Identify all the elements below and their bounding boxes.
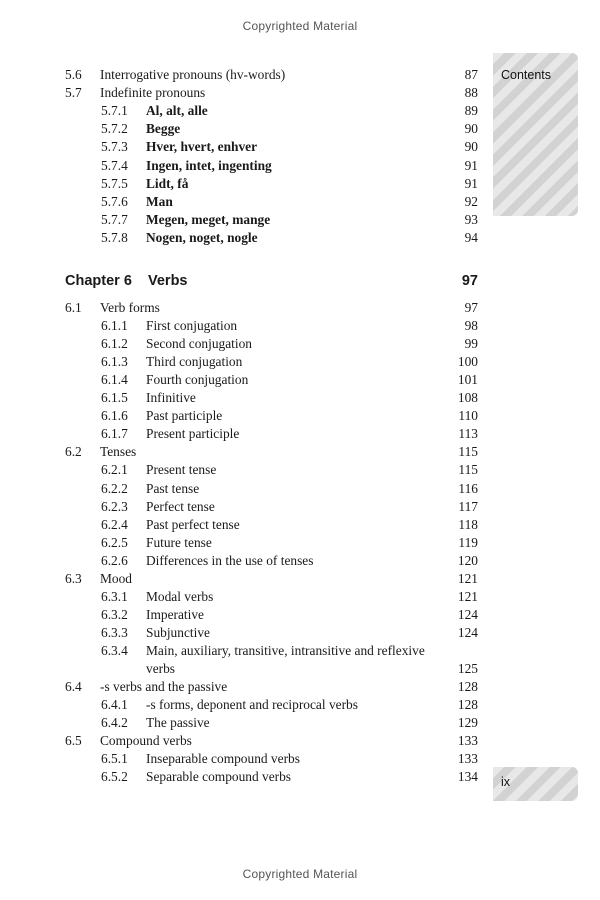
toc-entry[interactable]	[0, 317, 600, 335]
toc-entry[interactable]	[0, 606, 600, 624]
contents-tab-label: Contents	[501, 68, 552, 82]
toc-entry[interactable]	[0, 371, 600, 389]
toc-entry-page: 133	[457, 733, 478, 749]
footer-copyright: Copyrighted Material	[242, 867, 358, 881]
toc-entry[interactable]	[0, 516, 600, 534]
toc-entry-title: Subjunctive	[146, 624, 210, 640]
toc-entry-number: 6.2.1	[101, 462, 128, 478]
toc-entry[interactable]	[0, 299, 600, 317]
toc-entry-page: 91	[464, 157, 478, 173]
toc-entry-number: 6.2.3	[101, 498, 128, 514]
toc-entry-title: Past perfect tense	[146, 516, 240, 532]
toc-entry-title: Compound verbs	[100, 733, 192, 749]
toc-entry-page: 94	[464, 229, 478, 245]
toc-entry-page: 97	[464, 300, 478, 315]
toc-entry[interactable]	[0, 84, 600, 102]
toc-entry-title: Man	[146, 193, 173, 209]
toc-entry-number: 6.3	[65, 570, 82, 586]
toc-entry-title: Lidt, få	[146, 175, 189, 191]
toc-entry[interactable]	[0, 696, 600, 714]
toc-entry-title: -s verbs and the passive	[100, 679, 228, 695]
toc-entry-title: Indefinite pronouns	[100, 85, 206, 101]
toc-entry-number: 6.4.1	[101, 697, 128, 713]
toc-entry-page: 115	[458, 444, 478, 460]
toc-entry[interactable]	[0, 480, 600, 498]
toc-entry-title: Hver, hvert, enhver	[146, 139, 258, 155]
toc-entry-number: 6.1.2	[101, 336, 128, 352]
toc-entry-number: 6.1.3	[101, 354, 128, 370]
toc-entry-number: 6.5.2	[101, 769, 128, 785]
toc-entry-number: 5.7.5	[101, 175, 128, 191]
toc-entry-title: Fourth conjugation	[146, 372, 249, 388]
toc-entry-page: 133	[457, 751, 478, 767]
toc-entry[interactable]	[0, 732, 600, 750]
toc-entry-page: 128	[457, 679, 478, 695]
toc-entry-number: 5.7	[65, 85, 82, 101]
toc-entry-number: 5.7.7	[101, 211, 128, 227]
toc-entry-number: 6.3.4	[101, 642, 128, 658]
toc-entry-page: 113	[458, 426, 478, 442]
toc-entry-number: 6.4.2	[101, 715, 128, 731]
toc-entry[interactable]	[0, 642, 600, 660]
toc-entry-title: Inseparable compound verbs	[146, 751, 300, 767]
toc-entry-number: 5.7.6	[101, 193, 128, 209]
toc-entry-number: 6.1.4	[101, 372, 128, 388]
toc-entry[interactable]	[0, 570, 600, 588]
toc-entry[interactable]	[0, 461, 600, 479]
toc-entry-page: 129	[457, 715, 478, 731]
toc-entry-number: 5.7.3	[101, 139, 128, 155]
toc-entry-title: The passive	[146, 715, 210, 731]
toc-entry-number: 6.2	[65, 444, 82, 460]
toc-entry-number: 6.5.1	[101, 751, 128, 767]
page-number-label: ix	[501, 775, 511, 789]
toc-entry-page: 89	[464, 103, 478, 119]
toc-entry[interactable]	[0, 498, 600, 516]
toc-entry-title: Perfect tense	[146, 498, 215, 514]
toc-entry-title: First conjugation	[146, 318, 238, 334]
toc-entry-title: Tenses	[100, 444, 137, 460]
toc-entry[interactable]	[0, 588, 600, 606]
toc-entry-number: 6.2.5	[101, 534, 128, 550]
toc-entry-page: 93	[464, 211, 478, 227]
toc-entry-number: 5.7.4	[101, 157, 128, 173]
toc-entry-title: Modal verbs	[146, 588, 214, 604]
toc-entry-page: 124	[457, 624, 478, 640]
toc-entry-number: 6.1	[65, 300, 82, 315]
toc-entry-title: Imperative	[146, 606, 204, 622]
toc-entry[interactable]	[0, 66, 600, 84]
toc-entry-number: 6.1.5	[101, 390, 128, 406]
toc-entry-title: Al, alt, alle	[146, 103, 208, 119]
toc-entry[interactable]	[0, 211, 600, 229]
toc-entry-title: Present tense	[146, 462, 217, 478]
toc-entry[interactable]	[0, 750, 600, 768]
chapter-page-number: 97	[461, 273, 478, 289]
toc-entry[interactable]	[0, 175, 600, 193]
toc-entry-number: 5.7.2	[101, 121, 128, 137]
toc-entry-number: 5.7.1	[101, 103, 128, 119]
toc-entry-title: Past participle	[146, 408, 223, 424]
toc-entry-page: 125	[457, 661, 478, 676]
toc-entry-page: 121	[457, 570, 478, 586]
toc-entry-page: 118	[458, 516, 478, 532]
toc-entry-page: 91	[464, 175, 478, 191]
toc-entry-title: Mood	[100, 570, 132, 586]
toc-entry[interactable]	[0, 389, 600, 407]
toc-entry-page: 90	[464, 121, 478, 137]
chapter-label: Chapter 6	[65, 273, 132, 289]
toc-entry[interactable]	[0, 660, 600, 678]
chapter-title: Verbs	[148, 273, 188, 289]
toc-entry-title: Present participle	[146, 426, 240, 442]
toc-entry-number: 6.2.4	[101, 516, 128, 532]
toc-entry[interactable]	[0, 624, 600, 642]
toc-entry-page: 100	[457, 354, 478, 370]
toc-entry-title: Interrogative pronouns (hv-words)	[100, 67, 286, 82]
toc-entry-title: Nogen, noget, nogle	[146, 229, 258, 245]
toc-entry-page: 99	[464, 336, 478, 352]
toc-entry[interactable]	[0, 157, 600, 175]
toc-entry[interactable]	[0, 443, 600, 461]
toc-entry-page: 98	[464, 318, 478, 334]
toc-entry-page: 92	[464, 193, 478, 209]
toc-entry-title: verbs	[146, 661, 176, 676]
toc-entry-title: Second conjugation	[146, 336, 252, 352]
toc-entry[interactable]	[0, 138, 600, 156]
toc-entry-title: Begge	[146, 121, 181, 137]
toc-entry-title: Infinitive	[146, 390, 196, 406]
toc-entry[interactable]	[0, 335, 600, 353]
toc-entry-number: 6.1.7	[101, 426, 128, 442]
toc-entry[interactable]	[0, 193, 600, 211]
toc-entry[interactable]	[0, 229, 600, 247]
toc-entry-page: 87	[464, 67, 478, 82]
toc-entry-number: 5.6	[65, 67, 82, 82]
toc-entry-page: 90	[464, 139, 478, 155]
toc-entry-page: 128	[457, 697, 478, 713]
chapter-heading[interactable]	[65, 273, 478, 293]
toc-entry-title: Ingen, intet, ingenting	[146, 157, 272, 173]
toc-entry[interactable]	[0, 552, 600, 570]
toc-entry-number: 6.3.3	[101, 624, 128, 640]
toc-entry-title: -s forms, deponent and reciprocal verbs	[146, 697, 358, 713]
header-copyright: Copyrighted Material	[242, 19, 358, 33]
toc-entry-number: 6.5	[65, 733, 82, 749]
toc-entry-page: 121	[457, 588, 478, 604]
toc-entry-page: 116	[458, 480, 478, 496]
toc-entry-page: 110	[458, 408, 478, 424]
toc-entry[interactable]	[0, 714, 600, 732]
toc-entry-title: Past tense	[146, 480, 200, 496]
toc-entry-number: 6.2.6	[101, 552, 128, 568]
toc-entry-number: 6.2.2	[101, 480, 128, 496]
toc-entry-page: 119	[458, 534, 478, 550]
toc-entry[interactable]	[0, 120, 600, 138]
toc-entry[interactable]	[0, 102, 600, 120]
toc-entry-title: Megen, meget, mange	[146, 211, 271, 227]
toc-entry-title: Differences in the use of tenses	[146, 552, 314, 568]
toc-entry[interactable]	[0, 678, 600, 696]
toc-entry-number: 6.3.2	[101, 606, 128, 622]
toc-entry-number: 6.1.6	[101, 408, 128, 424]
toc-entry-page: 134	[457, 769, 478, 785]
toc-entry-title: Main, auxiliary, transitive, intransitive and reflexive	[146, 642, 425, 658]
toc-entry-page: 120	[457, 552, 478, 568]
toc-entry-page: 115	[458, 462, 478, 478]
toc-entry-title: Future tense	[146, 534, 212, 550]
toc-entry-title: Third conjugation	[146, 354, 243, 370]
page-number-tab	[493, 767, 578, 801]
toc-entry-number: 5.7.8	[101, 229, 128, 245]
toc-entry-number: 6.4	[65, 679, 82, 695]
toc-entry-page: 88	[464, 85, 478, 101]
toc-entry[interactable]	[0, 353, 600, 371]
toc-entry-page: 108	[457, 390, 478, 406]
toc-entry-number: 6.1.1	[101, 318, 128, 334]
toc-entry-number: 6.3.1	[101, 588, 128, 604]
toc-entry[interactable]	[0, 534, 600, 552]
toc-entry-page: 101	[457, 372, 478, 388]
toc-entry-page: 124	[457, 606, 478, 622]
toc-entry[interactable]	[0, 425, 600, 443]
toc-entry-title: Separable compound verbs	[146, 769, 292, 785]
toc-entry-title: Verb forms	[100, 300, 160, 315]
toc-entry[interactable]	[0, 407, 600, 425]
toc-entry-page: 117	[458, 498, 478, 514]
